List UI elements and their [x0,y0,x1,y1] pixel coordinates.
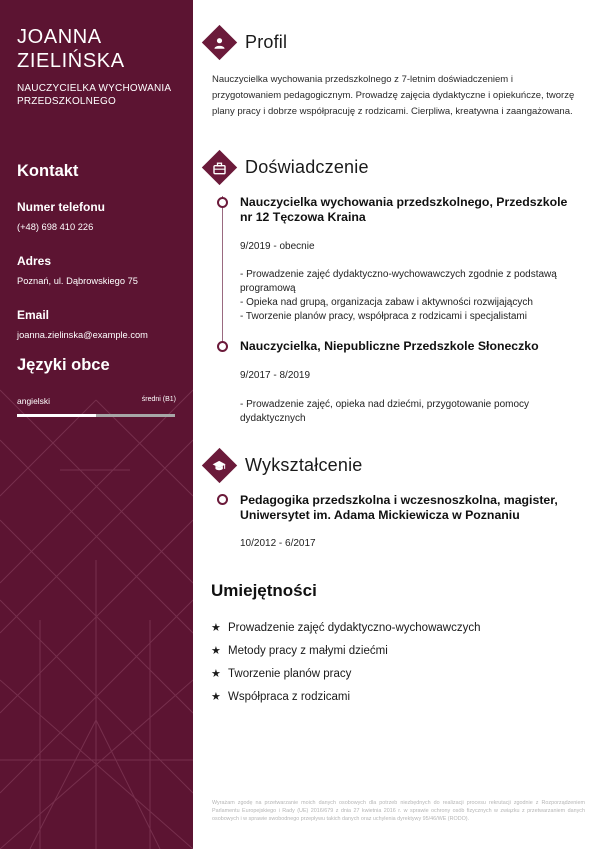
experience-heading: Doświadczenie [245,157,369,177]
candidate-name [17,0,176,73]
skill-label: Tworzenie planów pracy [228,667,352,680]
skill-item [211,662,480,685]
skill-label: Metody pracy z małymi dziećmi [228,644,388,657]
experience-description [240,268,580,324]
phone-label: Numer telefonu [17,200,106,214]
experience-bullet: - Prowadzenie zajęć, opieka nad dziećmi, przygotowanie pomocy dydaktycznych [240,399,530,424]
first-name: JOANNA [17,26,102,48]
language-level-fill [17,414,96,417]
skill-label: Współpraca z rodzicami [228,690,351,703]
experience-section-header [207,155,369,180]
skill-label: Prowadzenie zajęć dydaktyczno-wychowawczych [228,621,481,634]
experience-title: Nauczycielka, Niepubliczne Przedszkole Słoneczko [240,339,539,353]
last-name: ZIELIŃSKA [17,50,125,72]
skill-item [211,685,480,708]
education-section-header [207,453,362,478]
profile-heading: Profil [245,32,288,52]
experience-dates: 9/2019 - obecnie [240,241,315,252]
education-icon-badge [202,448,237,483]
education-dates: 10/2012 - 6/2017 [240,538,316,549]
timeline-dot [217,341,228,352]
star-icon: ★ [211,691,221,703]
main-content [193,0,600,849]
experience-icon-badge [202,150,237,185]
experience-timeline-line [222,196,223,346]
language-level-bar [17,414,175,417]
experience-description [240,398,580,426]
person-icon [213,36,227,50]
timeline-dot [217,494,228,505]
experience-bullet: - Tworzenie planów pracy, współpraca z rodzicami i specjalistami [240,311,527,322]
education-heading: Wykształcenie [245,455,363,475]
experience-title: Nauczycielka wychowania przedszkolnego, Przedszkole nr 12 Tęczowa Kraina [240,195,568,224]
timeline-dot [217,197,228,208]
job-title: NAUCZYCIELKA WYCHOWANIA PRZEDSZKOLNEGO [17,83,171,107]
star-icon: ★ [211,645,221,657]
star-icon: ★ [211,668,221,680]
profile-section-header [207,30,287,55]
language-level: średni (B1) [141,396,176,403]
experience-dates: 9/2017 - 8/2019 [240,370,311,381]
languages-heading: Języki obce [17,356,110,374]
contact-heading: Kontakt [17,162,79,180]
graduation-cap-icon [212,459,227,473]
star-icon: ★ [211,622,221,634]
language-name: angielski [17,396,51,406]
experience-bullet: - Opieka nad grupą, organizacja zabaw i aktywności rozwijających [240,297,533,308]
profile-icon-badge [202,25,237,60]
skills-list [211,616,480,708]
briefcase-icon [213,161,227,175]
education-title: Pedagogika przedszkolna i wczesnoszkolna, magister, Uniwersytet im. Adama Mickiewicza w Poznaniu [240,493,558,522]
phone-value: (+48) 698 410 226 [17,222,94,232]
email-label: Email [17,308,50,322]
profile-summary: Nauczycielka wychowania przedszkolnego z 7-letnim doświadczeniem i przygotowaniem pedagogicznym. Prowadzę zajęcia dydaktyczne i opiekuńcze, tworzę plany pracy i dobrze współpracuję z rodzicami. Cierpliwa, kreatywna i zaangażowana. [212,74,575,117]
skill-item [211,616,480,639]
experience-bullet: - Prowadzenie zajęć dydaktyczno-wychowawczych zgodnie z podstawą programową [240,269,557,294]
address-label: Adres [17,254,52,268]
email-value: joanna.zielinska@example.com [17,330,148,340]
skills-heading: Umiejętności [211,581,317,600]
gdpr-consent: Wyrażam zgodę na przetwarzanie moich danych osobowych dla potrzeb niezbędnych do realizacji procesu rekrutacji zgodnie z Rozporządzeniem Parlamentu Europejskiego i Rady (UE) 2016/679 z dnia 27 kwietnia 2016 r. w sprawie ochrony osób fizycznych w związku z przetwarzaniem danych osobowych i w sprawie swobodnego przepływu takich danych oraz uchylenia dyrektywy 95/46/WE (RODO). [212,800,585,822]
language-row [17,396,176,406]
skill-item [211,639,480,662]
sidebar [0,0,193,849]
address-value: Poznań, ul. Dąbrowskiego 75 [17,276,138,286]
